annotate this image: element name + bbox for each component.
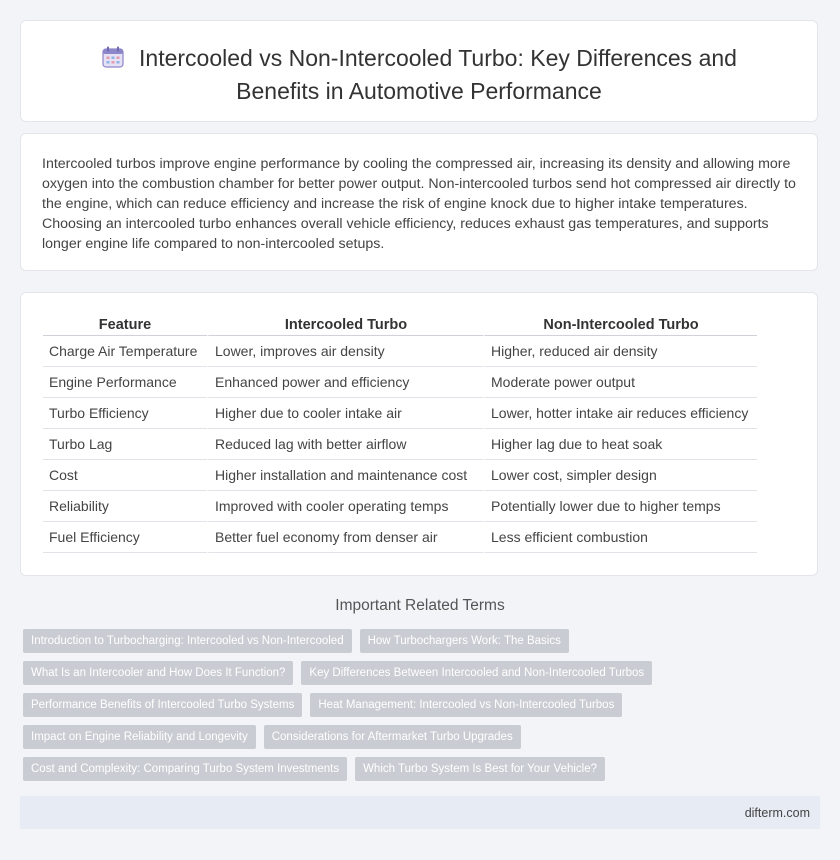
related-term-link[interactable]: Which Turbo System Is Best for Your Vehicle?: [355, 757, 605, 781]
feature-cell: Reliability: [43, 491, 207, 522]
non-intercooled-cell: Higher lag due to heat soak: [483, 429, 757, 460]
related-term-link[interactable]: How Turbochargers Work: The Basics: [360, 629, 569, 653]
related-term-link[interactable]: Introduction to Turbocharging: Intercooled vs Non-Intercooled: [23, 629, 352, 653]
header-non-intercooled: Non-Intercooled Turbo: [483, 315, 757, 336]
table-row: [43, 491, 757, 522]
feature-cell: Cost: [43, 460, 207, 491]
non-intercooled-cell: Potentially lower due to higher temps: [483, 491, 757, 522]
related-terms-list: [23, 629, 823, 789]
calendar-icon: [101, 45, 125, 76]
table-row: [43, 398, 757, 429]
title-card: [20, 20, 818, 122]
intercooled-cell: Lower, improves air density: [207, 336, 483, 367]
non-intercooled-cell: Moderate power output: [483, 367, 757, 398]
summary-text: Intercooled turbos improve engine performance by cooling the compressed air, increasing its density and allowing more oxygen into the combustion chamber for better power output. Non-intercooled turbos send hot compressed air directly to the engine, which can reduce efficiency and increase the risk of engine knock due to higher intake temperatures. Choosing an intercooled turbo enhances overall vehicle efficiency, reduces exhaust gas temperatures, and supports longer engine life compared to non-intercooled setups.: [42, 156, 796, 252]
related-term-link[interactable]: Key Differences Between Intercooled and Non-Intercooled Turbos: [301, 661, 652, 685]
header-feature: Feature: [43, 315, 207, 336]
table-header-row: [43, 315, 757, 336]
feature-cell: Engine Performance: [43, 367, 207, 398]
site-name[interactable]: difterm.com: [744, 805, 810, 820]
table-row: [43, 429, 757, 460]
related-term-link[interactable]: What Is an Intercooler and How Does It Function?: [23, 661, 293, 685]
title-line-1: Intercooled vs Non-Intercooled Turbo: Key Differences and: [139, 45, 737, 71]
intercooled-cell: Enhanced power and efficiency: [207, 367, 483, 398]
title-line-2: Benefits in Automotive Performance: [236, 78, 602, 104]
summary-card: [20, 133, 818, 271]
non-intercooled-cell: Lower cost, simpler design: [483, 460, 757, 491]
related-term-link[interactable]: Performance Benefits of Intercooled Turbo Systems: [23, 693, 302, 717]
related-terms-heading: Important Related Terms: [335, 597, 505, 614]
non-intercooled-cell: Higher, reduced air density: [483, 336, 757, 367]
intercooled-cell: Higher due to cooler intake air: [207, 398, 483, 429]
intercooled-cell: Higher installation and maintenance cost: [207, 460, 483, 491]
table-row: [43, 460, 757, 491]
feature-cell: Charge Air Temperature: [43, 336, 207, 367]
non-intercooled-cell: Lower, hotter intake air reduces efficiency: [483, 398, 757, 429]
intercooled-cell: Improved with cooler operating temps: [207, 491, 483, 522]
related-term-link[interactable]: Impact on Engine Reliability and Longevity: [23, 725, 256, 749]
page-title: [21, 43, 817, 106]
related-term-link[interactable]: Considerations for Aftermarket Turbo Upgrades: [264, 725, 521, 749]
related-term-link[interactable]: Cost and Complexity: Comparing Turbo System Investments: [23, 757, 347, 781]
comparison-table-card: [20, 292, 818, 576]
feature-cell: Turbo Efficiency: [43, 398, 207, 429]
table-row: [43, 522, 757, 553]
footer: [20, 796, 820, 829]
table-row: [43, 336, 757, 367]
feature-cell: Fuel Efficiency: [43, 522, 207, 553]
intercooled-cell: Better fuel economy from denser air: [207, 522, 483, 553]
feature-cell: Turbo Lag: [43, 429, 207, 460]
non-intercooled-cell: Less efficient combustion: [483, 522, 757, 553]
related-term-link[interactable]: Heat Management: Intercooled vs Non-Intercooled Turbos: [310, 693, 622, 717]
header-intercooled: Intercooled Turbo: [207, 315, 483, 336]
comparison-table: [43, 315, 757, 553]
table-row: [43, 367, 757, 398]
intercooled-cell: Reduced lag with better airflow: [207, 429, 483, 460]
